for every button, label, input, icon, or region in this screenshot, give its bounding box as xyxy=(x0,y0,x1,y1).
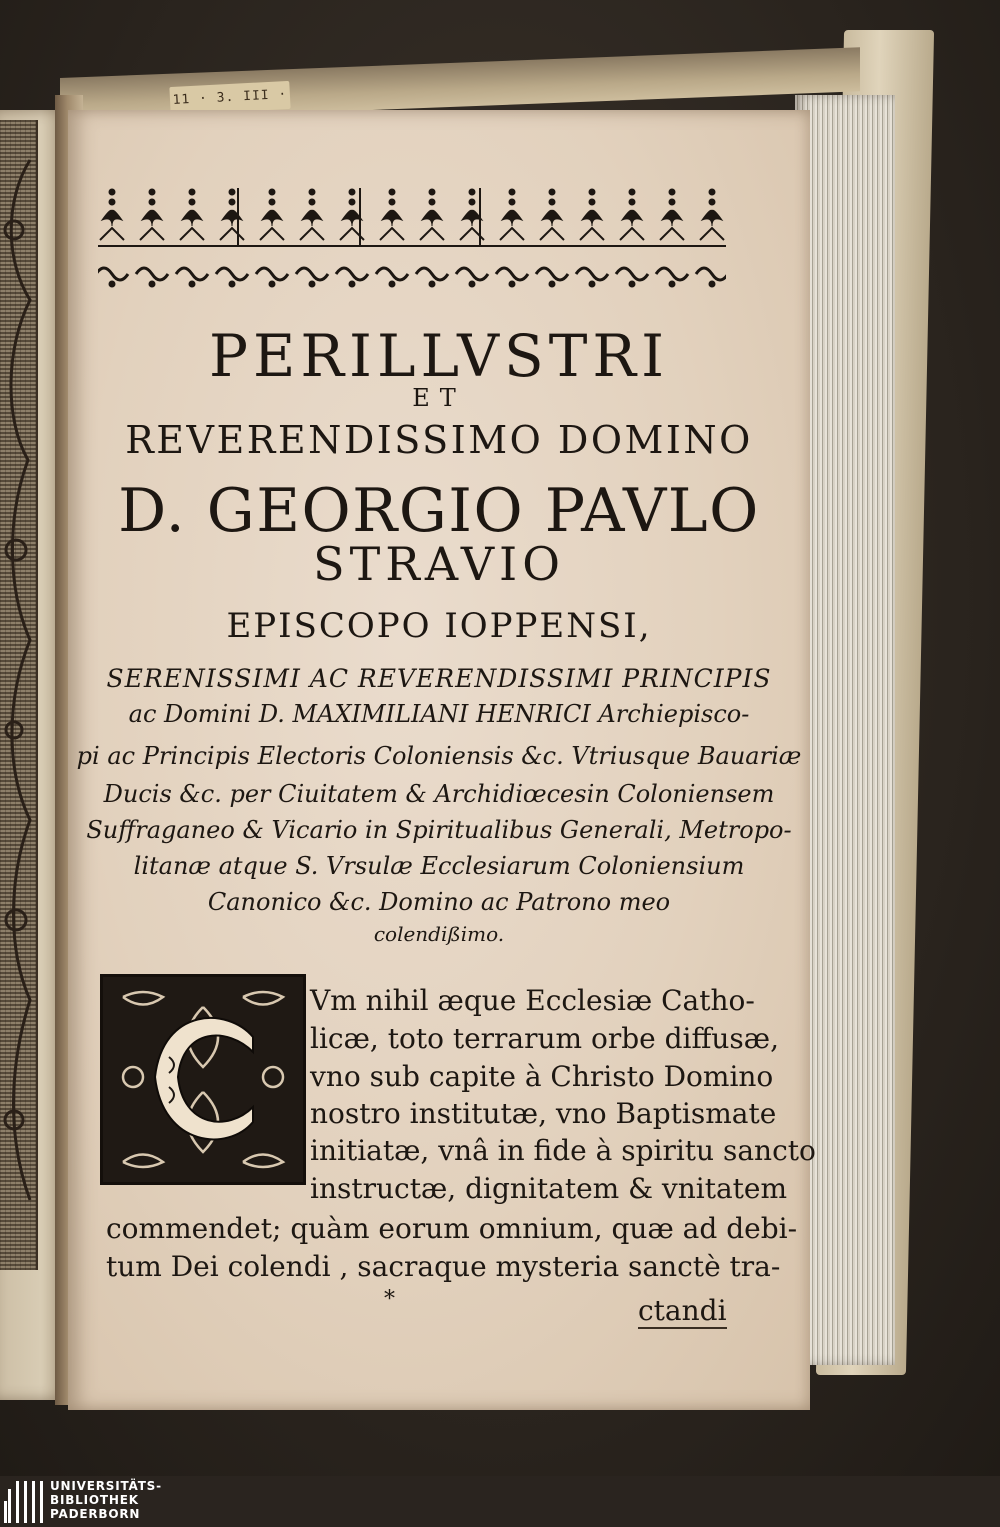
fleuron-ornament xyxy=(700,189,724,240)
scroll-ornament xyxy=(336,268,368,287)
fleuron-ornament xyxy=(620,189,644,240)
scroll-ornament xyxy=(216,268,248,287)
body-text-line: licæ, toto terrarum orbe diffusæ, xyxy=(310,1022,780,1055)
fleuron-ornament xyxy=(540,189,564,240)
shelfmark-label: 11 · 3. III · xyxy=(169,81,290,115)
fleuron-ornament xyxy=(300,189,324,240)
body-text-line: initiatæ, vnâ in fide à spiritu sancto xyxy=(310,1134,816,1167)
scroll-ornament xyxy=(136,268,168,287)
dedication-line: pi ac Principis Electoris Coloniensis &c. Vtriusque Bauariæ xyxy=(76,742,802,770)
body-text-line: tum Dei colendi , sacraque mysteria sanctè tra- xyxy=(106,1250,781,1283)
title-stravio: STRAVIO xyxy=(313,537,565,591)
dedication-line: Ducis &c. per Ciuitatem & Archidiœcesin Coloniensem xyxy=(103,780,775,808)
fleuron-ornament xyxy=(500,189,524,240)
fleuron-ornament xyxy=(180,189,204,240)
scroll-ornament xyxy=(496,268,528,287)
library-name-line: UNIVERSITÄTS- xyxy=(50,1479,162,1493)
body-text-line: commendet; quàm eorum omnium, quæ ad debi- xyxy=(106,1212,798,1245)
body-text-line: vno sub capite à Christo Domino xyxy=(310,1060,774,1093)
fleuron-ornament xyxy=(660,189,684,240)
dedication-line: SERENISSIMI AC REVERENDISSIMI PRINCIPIS xyxy=(106,664,772,693)
fleuron-ornament xyxy=(580,189,604,240)
body-text-line: Vm nihil æque Ecclesiæ Catho- xyxy=(310,984,755,1017)
scroll-ornament xyxy=(256,268,288,287)
frontispiece-engraving xyxy=(0,120,38,1270)
title-episcopo-ioppensi: EPISCOPO IOPPENSI, xyxy=(226,606,652,646)
library-name-line: PADERBORN xyxy=(50,1507,141,1521)
scroll-ornament xyxy=(376,268,408,287)
fleuron-ornament xyxy=(380,189,404,240)
fleuron-ornament xyxy=(420,189,444,240)
page-fore-edge xyxy=(795,95,895,1365)
decorated-initial-c xyxy=(100,974,306,1185)
library-logo-icon xyxy=(2,1479,46,1525)
scroll-ornament xyxy=(296,268,328,287)
body-text-line: instructæ, dignitatem & vnitatem xyxy=(310,1172,788,1205)
title-perillustri: PERILLVSTRI xyxy=(209,322,669,390)
signature-mark: * xyxy=(384,1287,395,1312)
dedication-line: colendißimo. xyxy=(373,922,505,946)
typographic-ornament-band xyxy=(98,182,726,300)
dedication-line: ac Domini D. MAXIMILIANI HENRICI Archiepisco- xyxy=(128,700,750,728)
scroll-ornament xyxy=(536,268,568,287)
fleuron-ornament xyxy=(100,189,124,240)
library-name-line: BIBLIOTHEK xyxy=(50,1493,139,1507)
fleuron-ornament xyxy=(220,189,244,240)
scroll-ornament xyxy=(416,268,448,287)
catchword: ctandi xyxy=(638,1294,727,1327)
scroll-ornament xyxy=(576,268,608,287)
scroll-ornament xyxy=(456,268,488,287)
scroll-ornament xyxy=(98,268,128,287)
dedication-line: litanæ atque S. Vrsulæ Ecclesiarum Coloniensium xyxy=(133,852,745,880)
title-reverendissimo-domino: REVERENDISSIMO DOMINO xyxy=(125,418,753,462)
scroll-ornament xyxy=(176,268,208,287)
body-text-line: nostro institutæ, vno Baptismate xyxy=(310,1097,777,1130)
scroll-ornament xyxy=(616,268,648,287)
scroll-ornament xyxy=(696,268,726,287)
fleuron-ornament xyxy=(260,189,284,240)
title-georgio-paulo: D. GEORGIO PAVLO xyxy=(118,476,760,546)
fleuron-ornament xyxy=(140,189,164,240)
title-et: ET xyxy=(412,384,466,412)
dedication-line: Canonico &c. Domino ac Patrono meo xyxy=(207,888,671,916)
dedication-line: Suffraganeo & Vicario in Spiritualibus Generali, Metropo- xyxy=(86,816,792,844)
scroll-ornament xyxy=(656,268,688,287)
